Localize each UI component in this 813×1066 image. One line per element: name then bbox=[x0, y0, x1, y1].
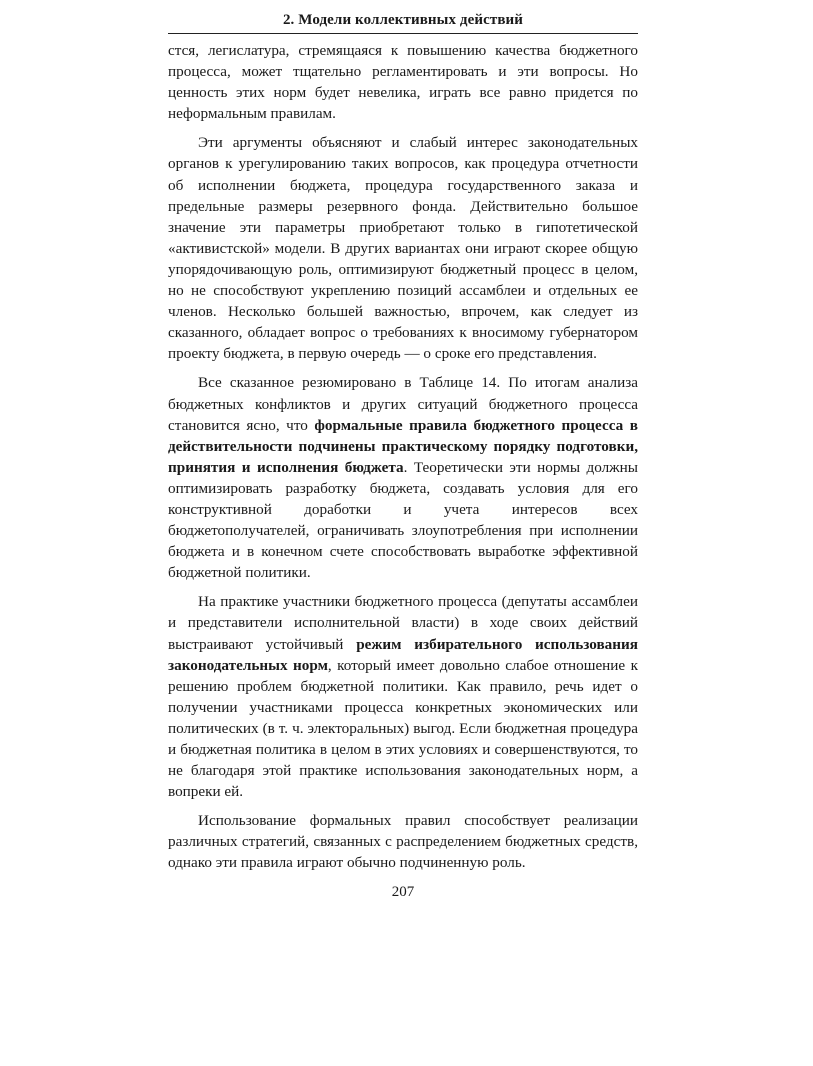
running-head-title: 2. Модели коллективных действий bbox=[168, 12, 638, 34]
paragraph-3-text-end: . Теоретически эти нормы должны оптимизировать разработку бюджета, создавать условия для его конструктивной доработки и учета интересов всех бюджетополучателей, ограничивать злоупотребления при исполнении бюджета и в конечном счете способствовать выработке эффективной бюджетной политики. bbox=[168, 458, 638, 582]
paragraph-3 bbox=[168, 372, 638, 583]
paragraph-4 bbox=[168, 591, 638, 802]
paragraph-5 bbox=[168, 810, 638, 873]
paragraph-3-text-start: Все сказанное резюмировано в Таблице 14. По итогам анализа бюджетных конфликтов и других ситуаций бюджетного процесса становится ясно, что bbox=[168, 374, 638, 434]
paragraph-4-bold-emphasis: режим избирательного использования законодательных норм bbox=[168, 635, 638, 674]
paragraph-3-bold-emphasis: формальные правила бюджетного процесса в действительности подчинены практическому порядку подготовки, принятия и исполнения бюджета bbox=[168, 416, 638, 476]
paragraph-5-text: Использование формальных правил способствует реализации различных стратегий, связанных с распределением бюджетных средств, однако эти правила играют обычно подчиненную роль. bbox=[168, 812, 638, 872]
book-page bbox=[168, 12, 638, 901]
page-number: 207 bbox=[391, 883, 415, 900]
paragraph-4-text-start: На практике участники бюджетного процесса (депутаты ассамблеи и представители исполнительной власти) в ходе своих действий выстраивают устойчивый bbox=[168, 593, 638, 653]
paragraph-2 bbox=[168, 132, 638, 364]
paragraph-1 bbox=[168, 40, 638, 124]
paragraph-2-text: Эти аргументы объясняют и слабый интерес законодательных органов к урегулированию таких вопросов, как процедура отчетности об исполнении бюджета, процедура государственного заказа и предельные размеры резервного фонда. Действительно большое значение эти параметры приобретают только в гипотетической «активистской» модели. В других вариантах они играют скорее общую упорядочивающую роль, оптимизируют бюджетный процесс в целом, но не способствуют укреплению позиций ассамблеи и отдельных ее членов. Несколько большей важностью, впрочем, как следует из сказанного, обладает вопрос о требованиях к вносимому губернатором проекту бюджета, в первую очередь — о сроке его представления. bbox=[168, 134, 638, 363]
body-text bbox=[168, 40, 638, 874]
paragraph-1-text: стся, легислатура, стремящаяся к повышению качества бюджетного процесса, может тщательно регламентировать и эти вопросы. Но ценность этих норм будет невелика, играть все равно придется по неформальным правилам. bbox=[168, 42, 638, 123]
paragraph-4-text-end: , который имеет довольно слабое отношение к решению проблем бюджетной политики. Как правило, речь идет о получении участниками процесса конкретных экономических или политических (в т. ч. электоральных) выгод. Если бюджетная процедура и бюджетная политика в целом в этих условиях и совершенствуются, то не благодаря этой практике использования законодательных норм, а вопреки ей. bbox=[168, 656, 638, 801]
